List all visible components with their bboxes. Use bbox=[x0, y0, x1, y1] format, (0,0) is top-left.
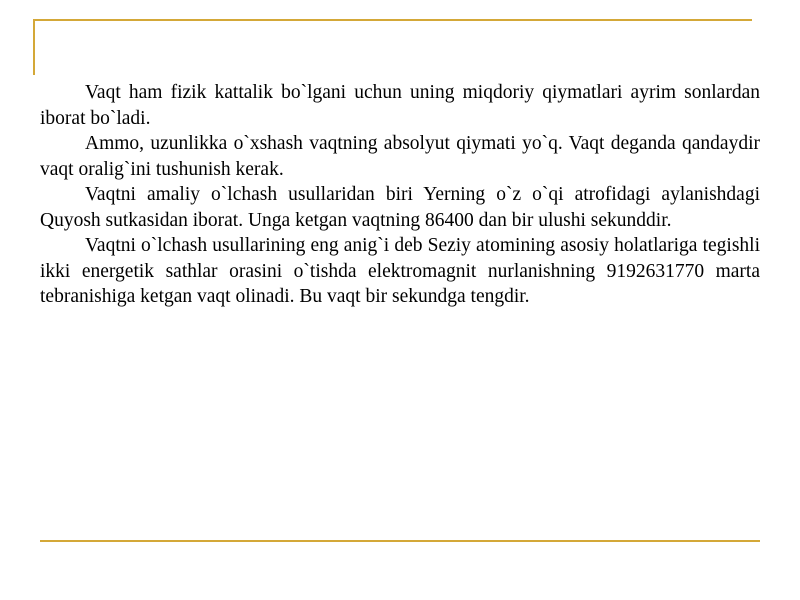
paragraph-4: Vaqtni o`lchash usullarining eng anig`i deb Seziy atomining asosiy holatlariga tegishli ikki energetik sathlar orasini o`tishda elektromagnit nurlanishning 9192631770 marta tebranishiga ketgan vaqt olinadi. Bu vaqt bir sekundga tengdir. bbox=[40, 235, 760, 307]
paragraph-2: Ammo, uzunlikka o`xshash vaqtning absolyut qiymati yo`q. Vaqt deganda qandaydir vaqt oralig`ini tushunish kerak. bbox=[40, 133, 760, 180]
bottom-decorative-rule bbox=[40, 540, 760, 542]
left-decorative-rule bbox=[33, 19, 35, 75]
slide-body bbox=[40, 80, 760, 310]
paragraph-1: Vaqt ham fizik kattalik bo`lgani uchun uning miqdoriy qiymatlari ayrim sonlardan iborat bo`ladi. bbox=[40, 82, 760, 129]
paragraph-3: Vaqtni amaliy o`lchash usullaridan biri Yerning o`z o`qi atrofidagi aylanishdagi Quyosh sutkasidan iborat. Unga ketgan vaqtning 86400 dan bir ulushi sekunddir. bbox=[40, 184, 760, 231]
top-decorative-rule bbox=[33, 19, 752, 21]
